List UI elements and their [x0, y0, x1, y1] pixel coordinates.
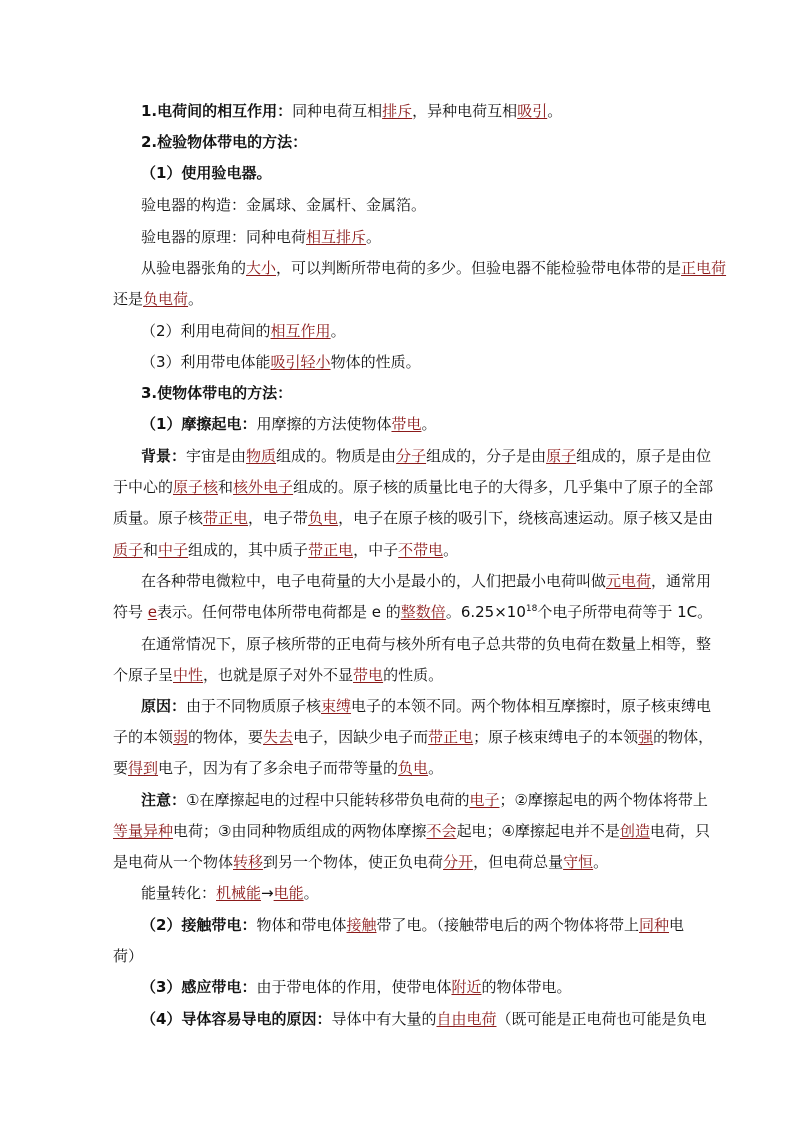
text-segment: 用摩擦的方法使物体 [256, 415, 392, 433]
answer-blank: 接触 [346, 916, 377, 934]
text-segment: 物体和带电体 [256, 916, 347, 934]
text-segment: 。 [428, 759, 444, 777]
answer-blank: 机械能 [216, 884, 262, 902]
answer-blank: 负电 [398, 759, 429, 777]
text-segment: 质量。原子核 [113, 509, 204, 527]
answer-blank: e [147, 603, 158, 621]
text-segment: 。 [421, 415, 437, 433]
answer-blank: 大小 [246, 259, 277, 277]
text-segment: 带了电。（接触带电后的两个物体将带上 [376, 916, 639, 934]
text-line [0, 1009, 794, 1029]
text-segment: 要 [113, 759, 129, 777]
answer-blank: 带正电 [203, 509, 249, 527]
text-segment: 表示。任何带电体所带电荷都是 e 的 [157, 603, 401, 621]
text-segment: 由于带电体的作用，使带电体 [256, 978, 452, 996]
text-segment: 组成的，原子是由位 [576, 447, 712, 465]
answer-blank: 质子 [113, 541, 144, 559]
text-segment: 验电器的构造：金属球、金属杆、金属箔。 [141, 196, 427, 214]
answer-blank: 得到 [128, 759, 159, 777]
text-segment: 于中心的 [113, 478, 174, 496]
text-segment: ，异种电荷互相 [412, 102, 518, 120]
answer-blank: 核外电子 [233, 478, 294, 496]
text-segment: ，也就是原子对外不显 [203, 666, 354, 684]
text-segment: 。 [366, 228, 382, 246]
text-segment: 。 [188, 290, 204, 308]
text-segment: 到另一个物体，使正负电荷 [263, 853, 444, 871]
text-segment: （3）利用带电体能 [141, 353, 271, 371]
answer-blank: 相互作用 [270, 322, 331, 340]
text-segment: 的性质。 [383, 666, 444, 684]
bold-heading: 注意： [141, 791, 187, 809]
text-line [0, 634, 794, 654]
text-segment: 的物体， [653, 728, 714, 746]
text-segment: 宇宙是由 [186, 447, 247, 465]
answer-blank: 束缚 [321, 697, 352, 715]
bold-heading: 原因： [141, 697, 187, 715]
text-segment: 是电荷从一个物体 [113, 853, 234, 871]
text-line [0, 602, 794, 622]
text-line [0, 352, 794, 372]
answer-blank: 原子核 [173, 478, 219, 496]
text-line [0, 915, 794, 935]
text-segment: 的物体带电。 [481, 978, 572, 996]
text-line [0, 508, 794, 528]
text-segment: 电子，因缺少电子而 [293, 728, 429, 746]
bold-heading: 2.检验物体带电的方法： [141, 133, 308, 151]
answer-blank: 带正电 [308, 541, 354, 559]
text-line [0, 321, 794, 341]
text-segment: 子的本领 [113, 728, 174, 746]
text-line [0, 477, 794, 497]
answer-blank: 元电荷 [606, 572, 652, 590]
text-line [0, 946, 794, 966]
text-line [0, 665, 794, 685]
text-segment: 个电子所带电荷等于 1C。 [537, 603, 713, 621]
answer-blank: 附近 [451, 978, 482, 996]
bold-heading: （2）接触带电： [141, 916, 257, 934]
answer-blank: 电能 [273, 884, 304, 902]
text-segment: 。 [303, 884, 319, 902]
answer-blank: 不会 [426, 822, 457, 840]
answer-blank: 物质 [246, 447, 277, 465]
text-segment: 同种电荷互相 [292, 102, 383, 120]
text-segment: 。 [330, 322, 346, 340]
bold-heading: 背景： [141, 447, 187, 465]
text-line [0, 227, 794, 247]
text-line [0, 383, 794, 403]
answer-blank: 中子 [158, 541, 189, 559]
answer-blank: 负电 [308, 509, 339, 527]
answer-blank: 整数倍 [400, 603, 446, 621]
bold-heading: （3）感应带电： [141, 978, 257, 996]
text-segment: ，但电荷总量 [473, 853, 564, 871]
bold-heading: （1）使用验电器。 [141, 164, 272, 182]
answer-blank: 等量异种 [113, 822, 174, 840]
answer-blank: 守恒 [563, 853, 594, 871]
text-segment: 由于不同物质原子核 [186, 697, 322, 715]
answer-blank: 分子 [396, 447, 427, 465]
text-segment: 验电器的原理：同种电荷 [141, 228, 307, 246]
text-segment: 在各种带电微粒中，电子电荷量的大小是最小的，人们把最小电荷叫做 [141, 572, 607, 590]
text-line [0, 696, 794, 716]
text-segment: 组成的。物质是由 [276, 447, 397, 465]
answer-blank: 带正电 [428, 728, 474, 746]
text-line [0, 883, 794, 903]
answer-blank: 电子 [469, 791, 500, 809]
bold-heading: （1）摩擦起电： [141, 415, 257, 433]
text-line [0, 132, 794, 152]
text-segment: ①在摩擦起电的过程中只能转移带负电荷的 [186, 791, 470, 809]
text-segment: 电 [669, 916, 685, 934]
answer-blank: 分开 [443, 853, 474, 871]
text-segment: ；原子核束缚电子的本领 [473, 728, 639, 746]
text-segment: 还是 [113, 290, 144, 308]
superscript: 18 [525, 604, 538, 614]
text-segment: → [261, 884, 274, 902]
bold-heading: 1.电荷间的相互作用： [141, 102, 293, 120]
text-segment: ，通常用 [651, 572, 712, 590]
text-segment: ，可以判断所带电荷的多少。但验电器不能检验带电体带的是 [276, 259, 682, 277]
text-segment: 和 [218, 478, 234, 496]
answer-blank: 创造 [619, 822, 650, 840]
text-segment: ，电子在原子核的吸引下，绕核高速运动。原子核又是由 [338, 509, 714, 527]
text-line [0, 195, 794, 215]
text-line [0, 446, 794, 466]
answer-blank: 强 [638, 728, 654, 746]
answer-blank: 正电荷 [681, 259, 727, 277]
text-segment: 电子的本领不同。两个物体相互摩擦时，原子核束缚电 [351, 697, 712, 715]
text-segment: 导体中有大量的 [331, 1010, 437, 1028]
answer-blank: 失去 [263, 728, 294, 746]
text-segment: ；②摩擦起电的两个物体将带上 [499, 791, 708, 809]
text-segment: 在通常情况下，原子核所带的正电荷与核外所有电子总共带的负电荷在数量上相等，整 [141, 635, 712, 653]
text-line [0, 727, 794, 747]
answer-blank: 转移 [233, 853, 264, 871]
text-segment: 从验电器张角的 [141, 259, 247, 277]
text-segment: 荷） [113, 947, 144, 965]
text-line [0, 821, 794, 841]
text-line [0, 163, 794, 183]
text-line [0, 289, 794, 309]
text-segment: 和 [143, 541, 159, 559]
answer-blank: 自由电荷 [436, 1010, 497, 1028]
text-segment: 组成的，分子是由 [426, 447, 547, 465]
answer-blank: 带电 [391, 415, 422, 433]
text-line [0, 414, 794, 434]
text-line [0, 101, 794, 121]
text-line [0, 258, 794, 278]
text-segment: 。 [593, 853, 609, 871]
bold-heading: 3.使物体带电的方法： [141, 384, 293, 402]
text-segment: 个原子呈 [113, 666, 174, 684]
text-segment: 。 [443, 541, 459, 559]
text-segment: 能量转化： [141, 884, 217, 902]
text-line [0, 571, 794, 591]
text-segment: 组成的。原子核的质量比电子的大得多，几乎集中了原子的全部 [293, 478, 714, 496]
text-segment: 物体的性质。 [330, 353, 421, 371]
text-line [0, 852, 794, 872]
answer-blank: 弱 [173, 728, 189, 746]
text-segment: 。6.25×10 [445, 603, 526, 621]
answer-blank: 不带电 [398, 541, 444, 559]
text-line [0, 977, 794, 997]
text-segment: （既可能是正电荷也可能是负电 [496, 1010, 707, 1028]
text-segment: 。 [547, 102, 563, 120]
bold-heading: （4）导体容易导电的原因： [141, 1010, 332, 1028]
answer-blank: 负电荷 [143, 290, 189, 308]
text-segment: ，中子 [353, 541, 399, 559]
answer-blank: 原子 [546, 447, 577, 465]
text-segment: 的物体，要 [188, 728, 264, 746]
text-segment: 电荷；③由同种物质组成的两物体摩擦 [173, 822, 427, 840]
answer-blank: 相互排斥 [306, 228, 367, 246]
answer-blank: 同种 [639, 916, 670, 934]
text-segment: 组成的，其中质子 [188, 541, 309, 559]
text-segment: ，电子带 [248, 509, 309, 527]
answer-blank: 吸引轻小 [270, 353, 331, 371]
text-line [0, 540, 794, 560]
text-segment: （2）利用电荷间的 [141, 322, 271, 340]
answer-blank: 中性 [173, 666, 204, 684]
text-segment: 电荷，只 [649, 822, 710, 840]
text-segment: 符号 [113, 603, 148, 621]
text-segment: 电子，因为有了多余电子而带等量的 [158, 759, 399, 777]
answer-blank: 吸引 [517, 102, 548, 120]
answer-blank: 排斥 [382, 102, 413, 120]
text-line [0, 758, 794, 778]
text-segment: 起电；④摩擦起电并不是 [456, 822, 620, 840]
text-line [0, 790, 794, 810]
answer-blank: 带电 [353, 666, 384, 684]
